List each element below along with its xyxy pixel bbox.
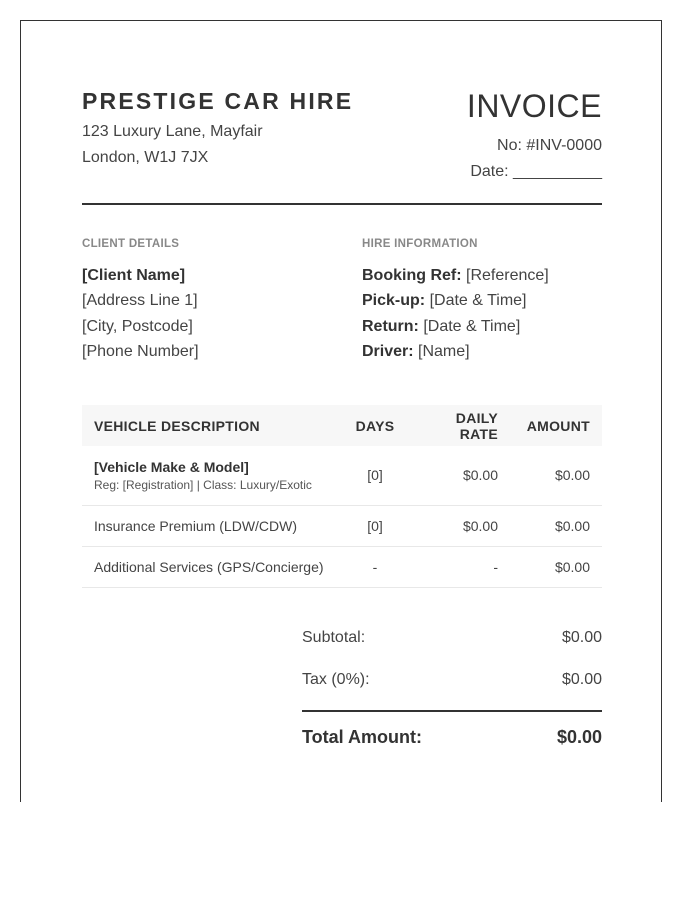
- booking-ref-value: [Reference]: [461, 267, 549, 284]
- company-address-line2: London, W1J 7JX: [82, 149, 209, 166]
- totals-divider: [302, 710, 602, 712]
- item-days: [0]: [340, 446, 410, 505]
- invoice-date: Date: __________: [470, 163, 602, 180]
- item-rate: $0.00: [410, 446, 510, 505]
- pickup-value: [Date & Time]: [425, 292, 527, 309]
- item-rate: -: [410, 546, 510, 587]
- client-address: [Address Line 1]: [82, 292, 198, 309]
- header-daily-rate: DAILY RATE: [410, 405, 510, 446]
- table-row: [82, 446, 602, 505]
- invoice-sheet: [20, 20, 662, 802]
- header-days: DAYS: [340, 405, 410, 446]
- item-subtitle: Reg: [Registration] | Class: Luxury/Exotic: [94, 477, 312, 492]
- item-rate: $0.00: [410, 505, 510, 546]
- client-phone: [Phone Number]: [82, 343, 199, 360]
- table-header-row: [82, 405, 602, 446]
- driver-label: Driver:: [362, 343, 414, 360]
- item-description: Additional Services (GPS/Concierge): [82, 546, 340, 587]
- client-city: [City, Postcode]: [82, 318, 193, 335]
- return: [362, 318, 520, 336]
- driver: [362, 343, 470, 361]
- item-amount: $0.00: [510, 546, 602, 587]
- total-amount-label: Total Amount:: [302, 727, 422, 747]
- invoice-content: [82, 21, 602, 802]
- subtotal-value: $0.00: [561, 629, 602, 646]
- item-title: [Vehicle Make & Model]: [94, 458, 249, 475]
- item-days: -: [340, 546, 410, 587]
- total-amount-value: $0.00: [556, 727, 602, 747]
- tax-value: $0.00: [561, 671, 602, 688]
- pickup: [362, 292, 527, 310]
- subtotal-label: Subtotal:: [302, 629, 366, 646]
- hire-information-label: HIRE INFORMATION: [362, 238, 478, 250]
- pickup-label: Pick-up:: [362, 292, 426, 309]
- return-value: [Date & Time]: [418, 318, 521, 335]
- invoice-number: No: #INV-0000: [497, 137, 602, 154]
- booking-ref-label: Booking Ref:: [362, 267, 462, 284]
- item-amount: $0.00: [510, 505, 602, 546]
- booking-ref: [362, 267, 549, 285]
- line-items-table: [82, 405, 602, 588]
- tax-label: Tax (0%):: [302, 671, 370, 688]
- item-amount: $0.00: [510, 446, 602, 505]
- item-description: Insurance Premium (LDW/CDW): [82, 505, 340, 546]
- company-address-line1: 123 Luxury Lane, Mayfair: [82, 123, 263, 140]
- driver-value: [Name]: [413, 343, 470, 360]
- company-name: PRESTIGE CAR HIRE: [82, 88, 354, 114]
- return-label: Return:: [362, 318, 419, 335]
- client-name: [Client Name]: [82, 267, 186, 284]
- header-divider: [82, 203, 602, 205]
- table-row: [82, 546, 602, 587]
- item-days: [0]: [340, 505, 410, 546]
- header-description: VEHICLE DESCRIPTION: [82, 405, 340, 446]
- header-amount: AMOUNT: [510, 405, 602, 446]
- table-row: [82, 505, 602, 546]
- client-details-label: CLIENT DETAILS: [82, 238, 180, 250]
- item-description: [82, 446, 340, 505]
- invoice-title: INVOICE: [466, 88, 602, 124]
